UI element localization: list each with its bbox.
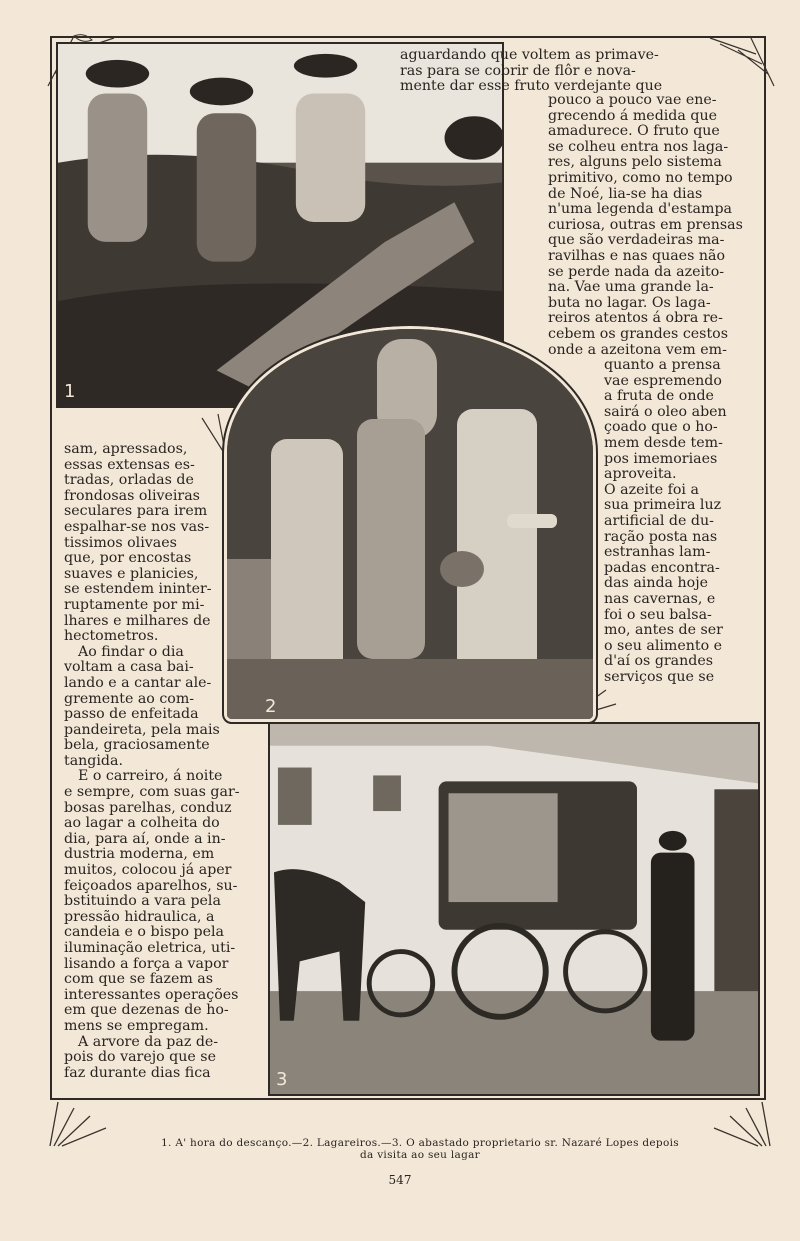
text-line: feiçoados aparelhos, su- — [64, 877, 238, 894]
figure-caption — [110, 1137, 730, 1161]
text-line: estranhas lam- — [604, 544, 711, 561]
text-line: tissimos olivaes — [64, 534, 177, 551]
text-line: padas encontra- — [604, 559, 720, 576]
text-line: ras para se cobrir de flôr e nova- — [400, 62, 636, 79]
text-line: muitos, colocou já aper — [64, 862, 232, 879]
text-line: sam, apressados, — [64, 441, 188, 457]
text-line: pressão hidraulica, a — [64, 908, 215, 925]
text-line: mem desde tem- — [604, 434, 723, 451]
text-line: mo, antes de ser — [604, 622, 723, 639]
text-line: com que se fazem as — [64, 971, 214, 988]
text-line: curiosa, outras em prensas — [548, 216, 743, 233]
text-line: o seu alimento e — [604, 637, 723, 654]
text-line: primitivo, como no tempo — [548, 169, 733, 186]
text-line: cebem os grandes cestos — [548, 325, 728, 342]
text-line: buta no lagar. Os laga- — [548, 294, 711, 311]
photo-number-3: 3 — [276, 1069, 288, 1090]
text-line: ração posta nas — [604, 528, 718, 545]
page-number: 547 — [388, 1173, 412, 1187]
text-line: serviços que se — [604, 668, 715, 685]
text-line: interessantes operações — [64, 986, 239, 1003]
text-line: res, alguns pelo sistema — [548, 154, 722, 171]
text-line: lhares e milhares de — [64, 612, 211, 629]
text-line: tradas, orladas de — [64, 472, 194, 489]
text-line: n'uma legenda d'estampa — [548, 201, 733, 218]
text-line: E o carreiro, á noite — [78, 768, 223, 785]
text-line: na. Vae uma grande la- — [548, 279, 714, 296]
text-right-column-lower — [604, 358, 750, 685]
text-line: grecendo á medida que — [548, 107, 717, 124]
text-line: e sempre, com suas gar- — [64, 784, 240, 801]
text-line: bela, graciosamente — [64, 737, 210, 754]
text-line: suaves e planicies, — [64, 565, 199, 582]
leaf-ornament-top-right — [700, 30, 780, 90]
text-line: se colheu entra nos laga- — [548, 138, 729, 155]
text-line: candeia e o bispo pela — [64, 924, 224, 941]
text-line: a fruta de onde — [604, 388, 714, 405]
text-line: essas extensas es- — [64, 456, 195, 473]
text-line: dia, para aí, onde a in- — [64, 830, 226, 847]
text-line: d'aí os grandes — [604, 653, 714, 670]
text-line: vae espremendo — [604, 372, 722, 389]
text-line: pois do varejo que se — [64, 1049, 216, 1066]
text-line: sua primeira luz — [604, 497, 722, 514]
text-line: das ainda hoje — [604, 575, 708, 592]
text-line: bstituindo a vara pela — [64, 893, 221, 910]
photo-number-2: 2 — [265, 696, 277, 717]
text-line: amadurece. O fruto que — [548, 123, 720, 140]
text-line: em que dezenas de ho- — [64, 1002, 229, 1019]
text-line: ao lagar a colheita do — [64, 815, 220, 832]
text-line: gremente ao com- — [64, 690, 195, 707]
text-line: sairá o oleo aben — [604, 403, 727, 420]
text-line: seculares para irem — [64, 503, 208, 520]
text-line: passo de enfeitada — [64, 706, 199, 723]
text-line: pandeireta, pela mais — [64, 721, 220, 738]
caption-line-1: 1. A' hora do descanço.—2. Lagareiros.—3. O abastado proprietario sr. Nazaré Lopes depois — [161, 1137, 679, 1149]
text-left-column — [64, 442, 250, 1081]
text-line: Ao findar o dia — [78, 643, 184, 660]
text-line: hectometros. — [64, 628, 159, 645]
text-line: çoado que o ho- — [604, 419, 718, 436]
text-line: frondosas oliveiras — [64, 487, 200, 504]
text-right-column-upper — [548, 93, 748, 358]
text-line: mente dar esse fruto verdejante que — [400, 78, 663, 95]
text-line: faz durante dias fica — [64, 1064, 211, 1081]
text-line: quanto a prensa — [604, 357, 721, 373]
text-line: nas cavernas, e — [604, 590, 716, 607]
photo-carriage-proprietor — [268, 722, 760, 1096]
text-line: voltam a casa bai- — [64, 659, 194, 676]
text-line: O azeite foi a — [604, 481, 699, 498]
text-line: reiros atentos á obra re- — [548, 310, 723, 327]
text-line: se perde nada da azeito- — [548, 263, 725, 280]
text-line: que são verdadeiras ma- — [548, 232, 725, 249]
text-line: onde a azeitona vem em- — [548, 341, 727, 358]
text-line: iluminação eletrica, uti- — [64, 940, 236, 956]
text-line: A arvore da paz de- — [78, 1033, 219, 1050]
text-line: lando e a cantar ale- — [64, 674, 212, 691]
text-line: bosas parelhas, conduz — [64, 799, 232, 816]
text-line: ruptamente por mi- — [64, 596, 205, 613]
leaf-ornament-bottom-left — [44, 1098, 114, 1148]
text-line: artificial de du- — [604, 512, 714, 529]
text-line: tangida. — [64, 752, 123, 769]
text-line: foi o seu balsa- — [604, 606, 712, 623]
text-line: se estendem ininter- — [64, 581, 212, 598]
text-line: lisando a força a vapor — [64, 955, 229, 972]
text-line: pos imemoriaes — [604, 450, 718, 467]
caption-line-2: da visita ao seu lagar — [359, 1149, 480, 1161]
text-line: ravilhas e nas quaes não — [548, 247, 726, 264]
text-line: de Noé, lia-se ha dias — [548, 185, 703, 202]
text-line: aproveita. — [604, 466, 677, 483]
photo-number-1: 1 — [64, 381, 76, 402]
text-line: pouco a pouco vae ene- — [548, 92, 717, 108]
text-top-block — [400, 48, 680, 95]
text-line: mens se empregam. — [64, 1017, 209, 1034]
text-line: que, por encostas — [64, 550, 192, 567]
text-line: aguardando que voltem as primave- — [400, 47, 659, 63]
text-line: espalhar-se nos vas- — [64, 518, 210, 535]
photo-lagareiros — [224, 326, 596, 722]
text-line: dustria moderna, em — [64, 846, 215, 863]
